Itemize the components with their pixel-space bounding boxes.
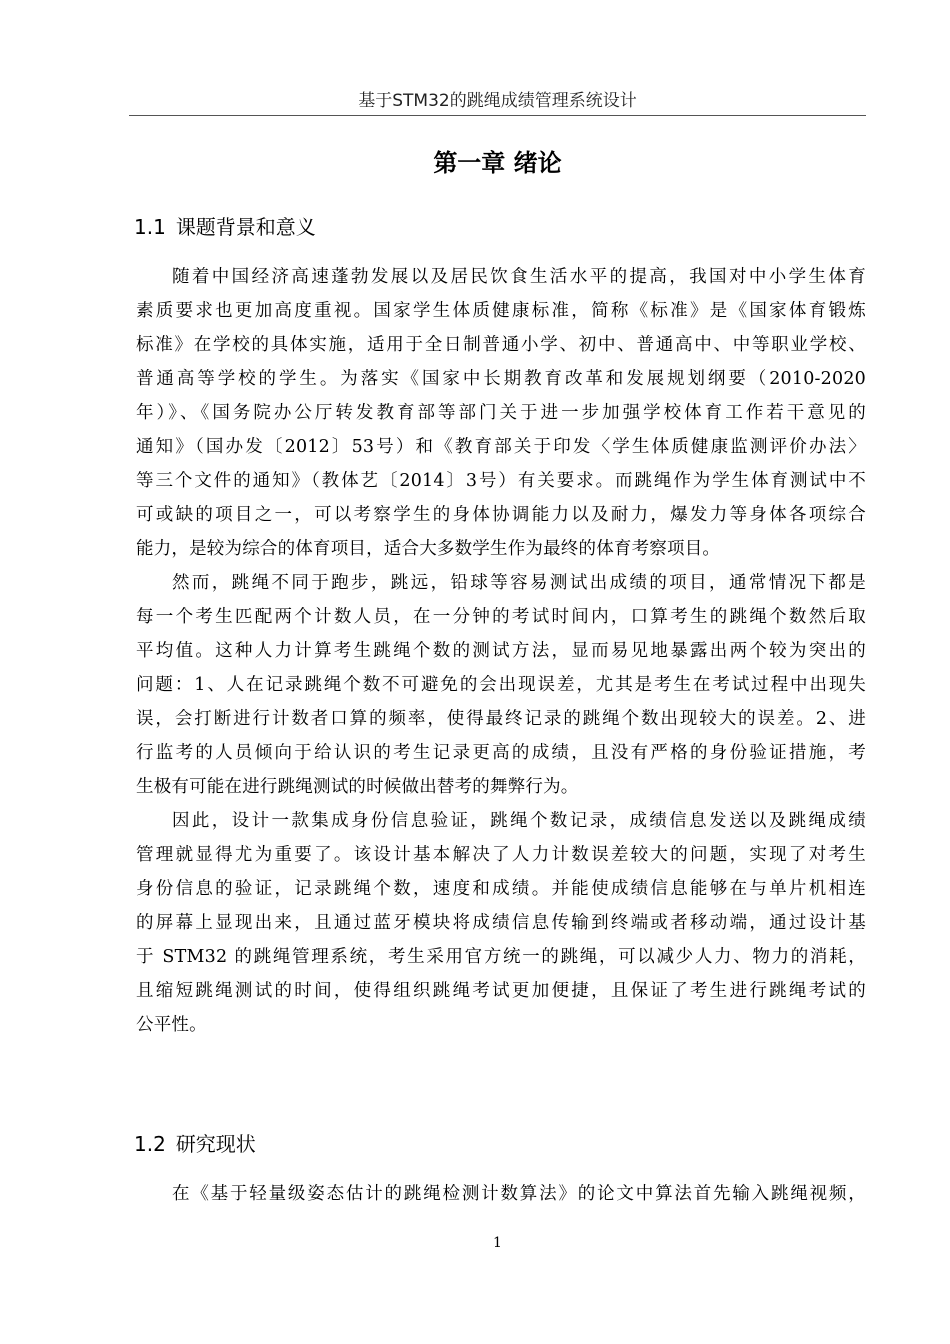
text-line: 普通高等学校的学生。为落实《国家中长期教育改革和发展规划纲要（2010-2020 (136, 369, 866, 389)
text-line: 能力，是较为综合的体育项目，适合大多数学生作为最终的体育考察项目。 (136, 539, 721, 559)
text-line: 误，会打断进行计数者口算的频率，使得最终记录的跳绳个数出现较大的误差。2、进 (136, 709, 866, 729)
text-line: 平均值。这种人力计算考生跳绳个数的测试方法，显而易见地暴露出两个较为突出的 (136, 641, 866, 661)
text-line: 在《基于轻量级姿态估计的跳绳检测计数算法》的论文中算法首先输入跳绳视频， (172, 1184, 866, 1204)
text-line: 通知》（国办发〔2012〕53号）和《教育部关于印发〈学生体质健康监测评价办法〉 (136, 437, 866, 457)
text-line: 随着中国经济高速蓬勃发展以及居民饮食生活水平的提高，我国对中小学生体育 (172, 267, 866, 287)
header-rule (129, 115, 866, 116)
paragraph-background-1 (136, 260, 866, 566)
section-number: 1.1 (134, 215, 166, 239)
page-number: 1 (493, 1235, 502, 1251)
text-line: 年）》、《国务院办公厅转发教育部等部门关于进一步加强学校体育工作若干意见的 (136, 403, 866, 423)
text-line: 身份信息的验证，记录跳绳个数，速度和成绩。并能使成绩信息能够在与单片机相连 (136, 879, 866, 899)
text-line: 行监考的人员倾向于给认识的考生记录更高的成绩，且没有严格的身份验证措施，考 (136, 743, 866, 763)
text-line: 因此，设计一款集成身份信息验证，跳绳个数记录，成绩信息发送以及跳绳成绩 (172, 811, 866, 831)
text-line: 公平性。 (136, 1015, 207, 1035)
paragraph-research-status-1 (136, 1177, 866, 1211)
text-line: 的屏幕上显现出来，且通过蓝牙模块将成绩信息传输到终端或者移动端，通过设计基 (136, 913, 866, 933)
section-heading-1-1 (134, 212, 316, 242)
running-header: 基于STM32的跳绳成绩管理系统设计 (358, 91, 637, 111)
text-line: 管理就显得尤为重要了。该设计基本解决了人力计数误差较大的问题，实现了对考生 (136, 845, 866, 865)
text-line: 然而，跳绳不同于跑步，跳远，铅球等容易测试出成绩的项目，通常情况下都是 (172, 573, 866, 593)
text-line: 且缩短跳绳测试的时间，使得组织跳绳考试更加便捷，且保证了考生进行跳绳考试的 (136, 981, 866, 1001)
section-title: 研究现状 (175, 1132, 256, 1156)
text-line: 标准》在学校的具体实施，适用于全日制普通小学、初中、普通高中、中等职业学校、 (136, 335, 866, 355)
chapter-title: 第一章 绪论 (433, 149, 562, 177)
section-title: 课题背景和意义 (175, 215, 316, 239)
text-line: 生极有可能在进行跳绳测试的时候做出替考的舞弊行为。 (136, 777, 579, 797)
text-line: 每一个考生匹配两个计数人员，在一分钟的考试时间内，口算考生的跳绳个数然后取 (136, 607, 866, 627)
section-heading-1-2 (134, 1129, 256, 1159)
section-number: 1.2 (134, 1132, 166, 1156)
text-line: 问题：1、人在记录跳绳个数不可避免的会出现误差，尤其是考生在考试过程中出现失 (136, 675, 866, 695)
paragraph-background-3 (136, 804, 866, 1042)
text-line: 可或缺的项目之一，可以考察学生的身体协调能力以及耐力，爆发力等身体各项综合 (136, 505, 866, 525)
text-line: 素质要求也更加高度重视。国家学生体质健康标准，简称《标准》是《国家体育锻炼 (136, 301, 866, 321)
text-line: 于 STM32 的跳绳管理系统，考生采用官方统一的跳绳，可以减少人力、物力的消耗， (136, 947, 866, 967)
text-line: 等三个文件的通知》（教体艺〔2014〕3号）有关要求。而跳绳作为学生体育测试中不 (136, 471, 866, 491)
paragraph-background-2 (136, 566, 866, 804)
